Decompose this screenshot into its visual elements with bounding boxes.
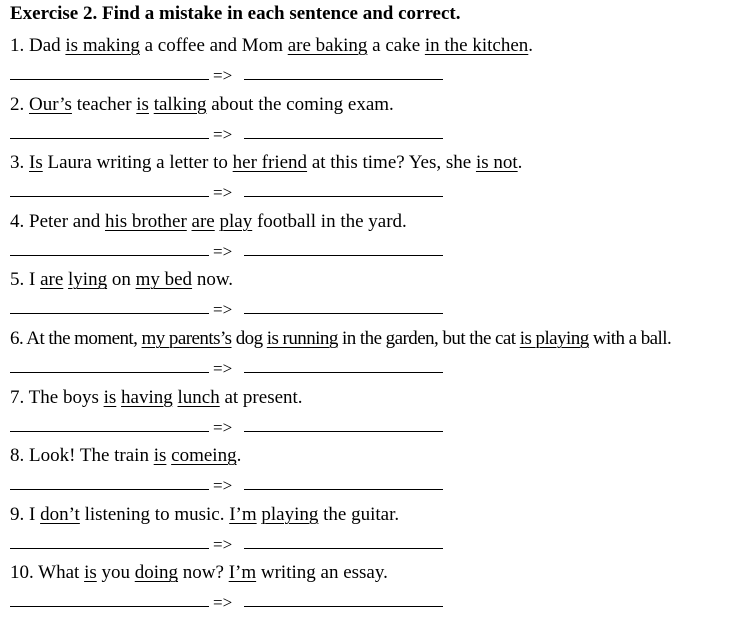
sentence-text: football in the yard. (252, 210, 407, 232)
mistake-blank[interactable] (10, 138, 209, 139)
underlined-phrase: doing (134, 562, 179, 584)
sentence-text: 9. I (10, 503, 41, 525)
exercise-item (10, 209, 407, 267)
arrow-symbol: => (213, 359, 233, 378)
answer-row (10, 117, 394, 150)
sentence-text: 8. Look! The train (10, 445, 154, 467)
exercise-item (10, 33, 533, 91)
correction-blank[interactable] (244, 489, 443, 490)
answer-row (10, 175, 522, 208)
answer-row (10, 585, 388, 618)
underlined-phrase: my bed (135, 269, 193, 291)
mistake-blank[interactable] (10, 255, 209, 256)
answer-row (10, 527, 399, 560)
mistake-blank[interactable] (10, 606, 209, 607)
answer-row (10, 351, 671, 384)
exercise-sentence (10, 326, 671, 351)
correction-blank[interactable] (244, 606, 443, 607)
underlined-phrase: playing (261, 503, 319, 525)
sentence-text: 1. Dad (10, 35, 66, 56)
arrow-symbol: => (213, 300, 233, 320)
sentence-text: at present. (219, 386, 303, 408)
sentence-text: 5. I (10, 269, 41, 291)
exercise-title: Exercise 2. Find a mistake in each sentence and correct. (10, 3, 461, 24)
exercise-sentence (10, 33, 533, 58)
sentence-text: 3. (10, 152, 29, 174)
underlined-phrase: his brother (104, 210, 187, 232)
exercise-item (10, 92, 394, 150)
sentence-text: the guitar. (318, 503, 400, 525)
underlined-phrase: is (103, 386, 117, 408)
exercise-sentence (10, 267, 233, 292)
correction-blank[interactable] (244, 313, 443, 314)
answer-row (10, 410, 303, 443)
exercise-item (10, 385, 303, 443)
exercise-sentence (10, 443, 241, 468)
exercise-sentence (10, 209, 407, 234)
mistake-blank[interactable] (10, 313, 209, 314)
exercise-item (10, 267, 233, 325)
exercise-sentence (10, 502, 399, 527)
exercise-sentence (10, 150, 522, 175)
underlined-phrase: Is (29, 152, 43, 174)
arrow-symbol: => (213, 124, 233, 144)
mistake-blank[interactable] (10, 548, 209, 549)
sentence-text: . (528, 35, 534, 56)
sentence-text: listening to music. (79, 503, 230, 525)
exercise-item (10, 150, 522, 208)
underlined-phrase: is making (65, 35, 140, 56)
exercise-item (10, 326, 671, 384)
exercise-item (10, 502, 399, 560)
underlined-phrase: are (191, 210, 215, 232)
sentence-text: teacher (71, 93, 137, 115)
sentence-text: now? (178, 562, 229, 584)
underlined-phrase: lying (68, 269, 108, 291)
answer-row (10, 58, 533, 91)
underlined-phrase: is not (475, 152, 518, 174)
mistake-blank[interactable] (10, 79, 209, 80)
sentence-text: a cake (367, 35, 425, 56)
correction-blank[interactable] (244, 431, 443, 432)
sentence-text: with a ball. (588, 328, 672, 349)
arrow-symbol: => (213, 417, 233, 437)
sentence-text: on (107, 269, 136, 291)
correction-blank[interactable] (244, 372, 443, 373)
underlined-phrase: is running (266, 328, 338, 349)
sentence-text: 10. What (10, 562, 85, 584)
underlined-phrase: Our’s (29, 93, 72, 115)
sentence-text: you (96, 562, 135, 584)
underlined-phrase: is (136, 93, 149, 115)
answer-row (10, 292, 233, 325)
underlined-phrase: are baking (287, 35, 368, 56)
exercise-sentence (10, 560, 388, 585)
sentence-text: a coffee and Mom (139, 35, 288, 56)
underlined-phrase: lunch (177, 386, 220, 408)
exercise-item (10, 560, 388, 618)
exercise-sentence (10, 385, 303, 410)
arrow-symbol: => (213, 534, 233, 554)
exercise-item (10, 443, 241, 501)
answer-row (10, 468, 241, 501)
underlined-phrase: play (219, 210, 253, 232)
sentence-text: at this time? Yes, she (307, 152, 476, 174)
correction-blank[interactable] (244, 196, 443, 197)
underlined-phrase: I’m (228, 562, 257, 584)
sentence-text: . (236, 445, 242, 467)
sentence-text: in the garden, but the cat (337, 328, 520, 349)
arrow-symbol: => (213, 476, 233, 496)
underlined-phrase: don’t (40, 503, 80, 525)
underlined-phrase: I’m (229, 503, 257, 525)
sentence-text: writing an essay. (256, 562, 388, 584)
correction-blank[interactable] (244, 138, 443, 139)
sentence-text: now. (192, 269, 234, 291)
underlined-phrase: is (84, 562, 97, 584)
underlined-phrase: comeing (171, 445, 237, 467)
arrow-symbol: => (213, 66, 233, 85)
exercise-sentence (10, 92, 394, 117)
underlined-phrase: are (40, 269, 64, 291)
sentence-text: 7. The boys (10, 386, 104, 408)
sentence-text: dog (231, 328, 267, 349)
underlined-phrase: is playing (519, 328, 589, 349)
sentence-text: . (517, 152, 523, 174)
correction-blank[interactable] (244, 548, 443, 549)
mistake-blank[interactable] (10, 372, 209, 373)
arrow-symbol: => (213, 241, 233, 261)
sentence-text: 6. At the moment, (10, 328, 142, 349)
correction-blank[interactable] (244, 79, 443, 80)
sentence-text: Laura writing a letter to (42, 152, 233, 174)
sentence-text: 4. Peter and (10, 210, 105, 232)
arrow-symbol: => (213, 183, 233, 203)
underlined-phrase: is (153, 445, 167, 467)
underlined-phrase: her friend (232, 152, 308, 174)
sentence-text: 2. (10, 93, 29, 115)
mistake-blank[interactable] (10, 196, 209, 197)
underlined-phrase: in the kitchen (424, 35, 529, 56)
sentence-text: about the coming exam. (206, 93, 394, 115)
underlined-phrase: having (121, 386, 173, 408)
arrow-symbol: => (213, 593, 233, 613)
correction-blank[interactable] (244, 255, 443, 256)
answer-row (10, 234, 407, 267)
mistake-blank[interactable] (10, 489, 209, 490)
underlined-phrase: my parents’s (141, 328, 232, 349)
mistake-blank[interactable] (10, 431, 209, 432)
underlined-phrase: talking (153, 93, 207, 115)
